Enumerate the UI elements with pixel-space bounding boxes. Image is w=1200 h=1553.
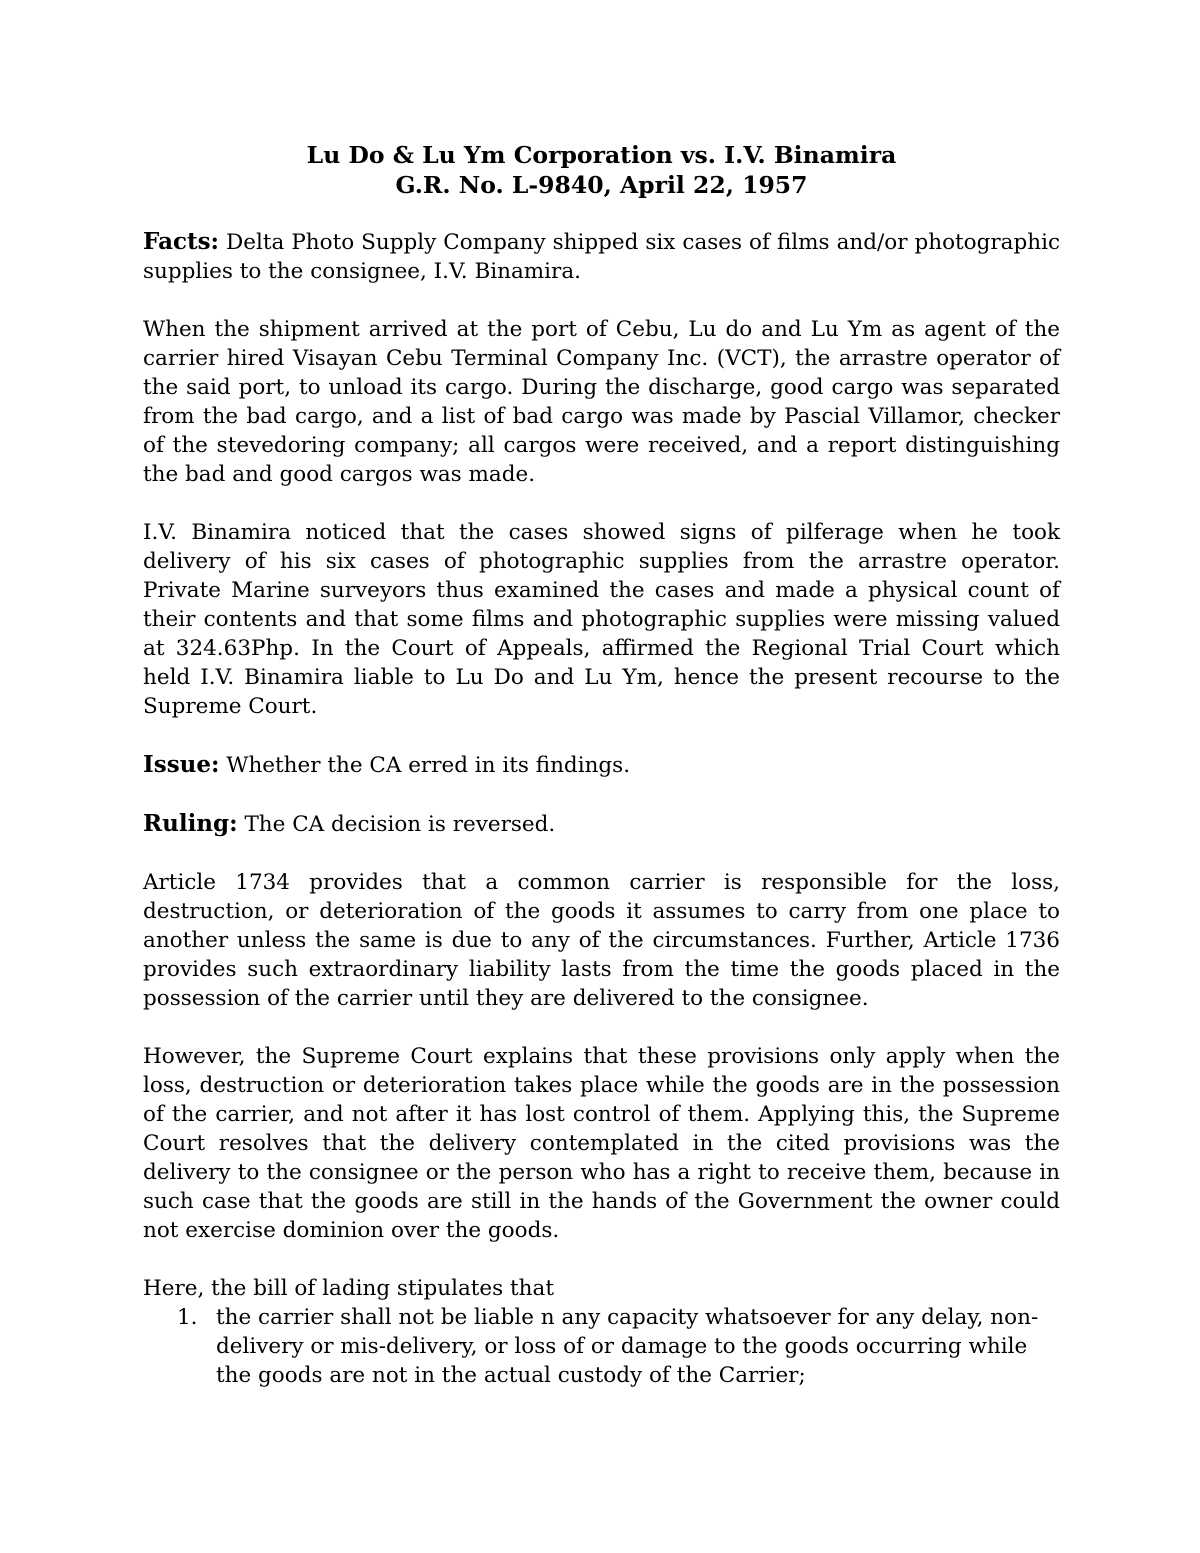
document-page — [143, 140, 1060, 1390]
case-title: Lu Do & Lu Ym Corporation vs. I.V. Binamira — [306, 141, 897, 169]
stipulation-list — [143, 1303, 1060, 1390]
facts-paragraph-3: I.V. Binamira noticed that the cases showed signs of pilferage when he took delivery of his six cases of photographic supplies from the arrastre operator. Private Marine surveyors thus examined the cases and made a physical count of their contents and that some films and photographic supplies were missing valued at 324.63Php. In the Court of Appeals, affirmed the Regional Trial Court which held I.V. Binamira liable to Lu Do and Lu Ym, hence the present recourse to the Supreme Court. — [143, 520, 1060, 719]
issue-label: Issue: — [143, 751, 220, 778]
issue-paragraph — [143, 750, 1060, 780]
issue-text: Whether the CA erred in its findings. — [226, 753, 631, 778]
facts-label: Facts: — [143, 228, 220, 255]
ruling-paragraph — [143, 809, 1060, 839]
facts-paragraph-2: When the shipment arrived at the port of Cebu, Lu do and Lu Ym as agent of the carrier hired Visayan Cebu Terminal Company Inc. (VCT), the arrastre operator of the said port, to unload its cargo. During the discharge, good cargo was separated from the bad cargo, and a list of bad cargo was made by Pascial Villamor, checker of the stevedoring company; all cargos were received, and a report distinguishing the bad and good cargos was made. — [143, 317, 1060, 487]
list-item — [143, 1303, 1060, 1390]
ruling-paragraph-1: Article 1734 provides that a common carrier is responsible for the loss, destruction, or deterioration of the goods it assumes to carry from one place to another unless the same is due to any of the circumstances. Further, Article 1736 provides such extraordinary liability lasts from the time the goods placed in the possession of the carrier until they are delivered to the consignee. — [143, 870, 1060, 1011]
list-item-number: 1. — [177, 1305, 198, 1330]
ruling-label: Ruling: — [143, 810, 238, 837]
document-header — [143, 140, 1060, 200]
facts-text-1: Delta Photo Supply Company shipped six cases of films and/or photographic supplies to the consignee, I.V. Binamira. — [143, 230, 1060, 284]
ruling-paragraph-2: However, the Supreme Court explains that these provisions only apply when the loss, destruction or deterioration takes place while the goods are in the possession of the carrier, and not after it has lost control of them. Applying this, the Supreme Court resolves that the delivery contemplated in the cited provisions was the delivery to the consignee or the person who has a right to receive them, because in such case that the goods are still in the hands of the Government the owner could not exercise dominion over the goods. — [143, 1044, 1060, 1243]
case-number: G.R. No. L-9840, April 22, 1957 — [395, 171, 808, 199]
facts-paragraph-1 — [143, 227, 1060, 286]
list-item-text: the carrier shall not be liable n any capacity whatsoever for any delay, non-delivery or mis-delivery, or loss of or damage to the goods occurring while the goods are not in the actual custody of the Carrier; — [216, 1305, 1039, 1388]
ruling-text: The CA decision is reversed. — [244, 812, 556, 837]
bill-of-lading-lead-in: Here, the bill of lading stipulates that — [143, 1276, 554, 1301]
